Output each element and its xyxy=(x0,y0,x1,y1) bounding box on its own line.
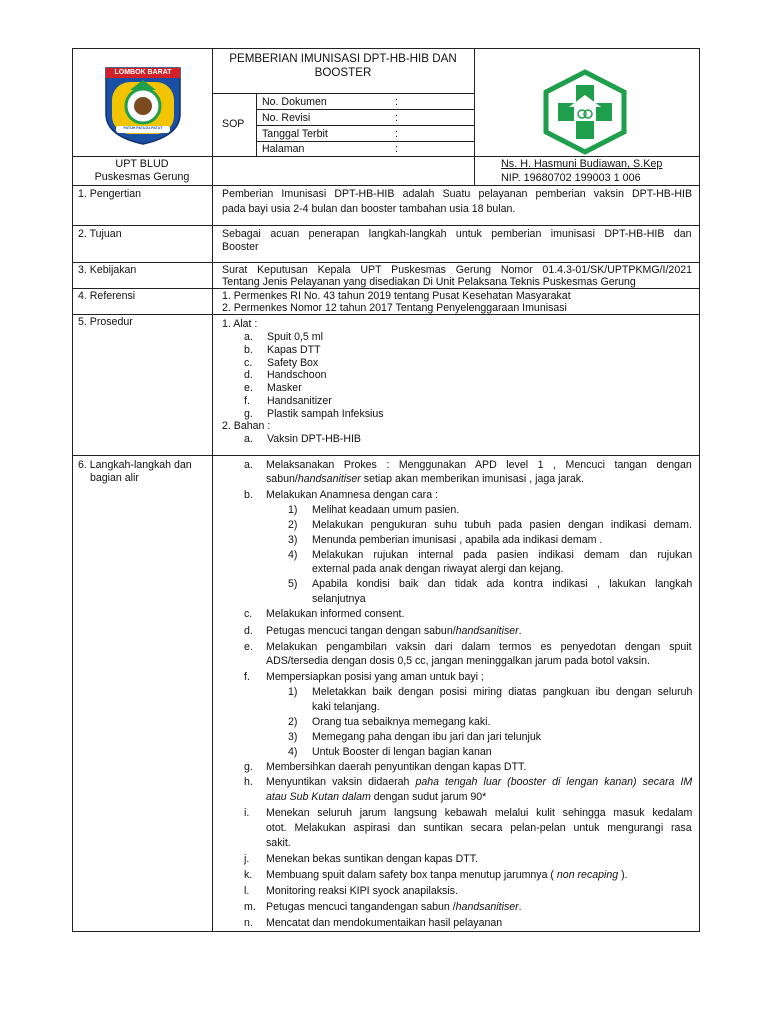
section-label-langkah-line1: 6. Langkah-langkah dan xyxy=(78,459,192,471)
step-b-sub-marker: 4) xyxy=(288,549,298,561)
puskesmas-logo xyxy=(541,69,629,155)
step-e-line2: ADS/tersedia dengan dosis 0,5 cc, jangan meninggalkan jarum pada botol vaksin. xyxy=(266,655,650,667)
section-label-tujuan: 2. Tujuan xyxy=(78,228,122,240)
alat-item: Handschoon xyxy=(267,369,327,382)
step-h-pre: Menyuntikan vaksin didaerah xyxy=(266,776,416,788)
step-k-text xyxy=(266,869,628,882)
step-marker: d. xyxy=(244,625,253,637)
step-f-sub-text: Untuk Booster di lengan bagian kanan xyxy=(312,746,492,758)
pengertian-line1: Pemberian Imunisasi DPT-HB-HIB adalah Suatu pelayanan pemberian vaksin DPT-HB-HIB xyxy=(222,188,693,200)
step-b-sub-marker: 2) xyxy=(288,519,298,531)
step-marker: e. xyxy=(244,641,253,653)
revision-label: No. Revisi xyxy=(262,112,311,124)
step-f-sub-text: Memegang paha dengan ibu jari dan jari telunjuk xyxy=(312,731,542,743)
step-marker: n. xyxy=(244,917,253,929)
step-marker: m. xyxy=(244,901,256,913)
step-marker: h. xyxy=(244,776,253,788)
step-f-sub-text: Orang tua sebaiknya memegang kaki. xyxy=(312,716,491,728)
step-b-sub-marker: 3) xyxy=(288,534,298,546)
alat-item: Masker xyxy=(267,382,302,395)
org-name-line2: Puskesmas Gerung xyxy=(94,171,190,183)
section-label-referensi: 4. Referensi xyxy=(78,290,136,302)
issue-date-label: Tanggal Terbit xyxy=(262,128,328,140)
lombok-barat-logo xyxy=(102,66,184,146)
doc-number-sep: : xyxy=(395,96,398,108)
step-marker: b. xyxy=(244,489,253,501)
kebijakan-line2: Tentang Jenis Pelayanan yang disediakan Di Unit Pelaksana Teknis Puskesmas Gerung xyxy=(222,276,636,288)
step-h-italic2: atau Sub Kutan dalam xyxy=(266,791,371,803)
header-bottom-rule xyxy=(72,156,700,157)
step-marker: k. xyxy=(244,869,253,881)
step-b-sub-marker: 5) xyxy=(288,578,298,590)
step-k-post: ). xyxy=(618,869,628,881)
sop-title-line2: BOOSTER xyxy=(314,66,372,79)
alat-item: Spuit 0,5 ml xyxy=(267,331,323,343)
doc-field-rule xyxy=(256,141,474,142)
step-b-sub-text: Apabila kondisi baik dan tidak ada kontra indikasi , lakukan langkah xyxy=(312,578,693,590)
step-a-line1: Melaksanakan Prokes : Menggunakan APD level 1 , Mencuci tangan dengan xyxy=(266,459,692,471)
step-f-sub-marker: 3) xyxy=(288,731,298,743)
step-k-italic: non recaping xyxy=(556,869,619,881)
step-m-italic: handsanitiser xyxy=(455,901,519,913)
step-b-title: Melakukan Anamnesa dengan cara : xyxy=(266,489,438,501)
referensi-line1: 1. Permenkes RI No. 43 tahun 2019 tentang Pusat Kesehatan Masyarakat xyxy=(222,290,571,302)
step-d-post: . xyxy=(518,625,522,637)
step-h-post: dengan sudut jarum 90* xyxy=(370,791,487,803)
step-b-sub-marker: 1) xyxy=(288,504,298,516)
step-a-line2 xyxy=(266,473,584,486)
step-f-sub-marker: 1) xyxy=(288,686,298,698)
step-g-text: Membersihkan daerah penyuntikan dengan kapas DTT. xyxy=(266,761,527,773)
referensi-line2: 2. Permenkes Nomor 12 tahun 2017 Tentang Penyelenggaraan Imunisasi xyxy=(222,302,567,314)
bahan-title: 2. Bahan : xyxy=(222,420,271,432)
step-d-italic: handsanitiser xyxy=(455,625,519,637)
step-i-line2: otot. Melakukan aspirasi dan suntikan secara pelan-pelan untuk mengurangi rasa xyxy=(266,822,692,834)
alat-marker: b. xyxy=(244,343,253,356)
alat-item: Plastik sampah Infeksius xyxy=(267,407,384,420)
step-h-italic: paha tengah luar (booster di lengan kanan) secara IM xyxy=(415,776,693,788)
step-marker: c. xyxy=(244,608,253,620)
section-rule xyxy=(72,455,700,456)
title-bottom-rule xyxy=(212,93,474,94)
step-marker: j. xyxy=(244,853,250,865)
section-label-pengertian: 1. Pengertian xyxy=(78,188,142,200)
step-d-text xyxy=(266,625,522,638)
step-f-sub-marker: 2) xyxy=(288,716,298,728)
alat-marker: f. xyxy=(244,395,250,407)
step-h-line1 xyxy=(266,776,692,789)
step-i-line1: Menekan seluruh jarum langsung kebawah melalui kulit sehingga masuk kedalam xyxy=(266,807,693,819)
step-marker: g. xyxy=(244,761,253,773)
step-b-sub-text-cont: selanjutnya xyxy=(312,593,366,605)
step-j-text: Menekan bekas suntikan dengan kapas DTT. xyxy=(266,853,479,865)
step-l-text: Monitoring reaksi KIPI syock anapilaksis. xyxy=(266,885,458,897)
step-f-sub-text-cont: kaki telanjang. xyxy=(312,701,380,713)
step-a-italic: handsanitiser xyxy=(297,473,361,485)
alat-title: 1. Alat : xyxy=(222,318,258,330)
section-label-kebijakan: 3. Kebijakan xyxy=(78,264,137,276)
step-k-pre: Membuang spuit dalam safety box tanpa menutup jarumnya ( xyxy=(266,869,557,881)
step-b-sub-text: Menunda pemberian imunisasi , apabila ada indikasi demam . xyxy=(312,534,603,546)
header-divider-right xyxy=(474,48,475,185)
step-f-sub-text: Meletakkan baik dengan posisi miring diatas pangkuan ibu dengan seluruh xyxy=(312,686,693,698)
alat-marker: d. xyxy=(244,369,253,382)
step-m-pre: Petugas mencuci tangandengan sabun / xyxy=(266,901,456,913)
kebijakan-line1: Surat Keputusan Kepala UPT Puskesmas Gerung Nomor 01.4.3-01/SK/UPTPKMG/I/2021 xyxy=(222,264,693,276)
step-b-sub-text-cont: external pada anak dengan riwayat alergi dan kejang. xyxy=(312,563,564,575)
step-a-text-end: setiap akan memberikan imunisasi , jaga jarak. xyxy=(360,473,584,485)
step-d-pre: Petugas mencuci tangan dengan sabun/ xyxy=(266,625,456,637)
sop-label: SOP xyxy=(222,118,245,130)
alat-marker: c. xyxy=(244,356,253,369)
page-label: Halaman xyxy=(262,143,305,155)
alat-marker: a. xyxy=(244,331,253,343)
label-column-divider xyxy=(212,185,213,932)
pengertian-line2: pada bayi usia 2-4 bulan dan booster tambahan usia 18 bulan. xyxy=(222,203,516,215)
step-b-sub-text: Melihat keadaan umum pasien. xyxy=(312,504,460,516)
alat-item: Kapas DTT xyxy=(267,343,321,356)
logo-banner-text: LOMBOK BARAT xyxy=(114,69,172,76)
alat-item: Handsanitizer xyxy=(267,395,332,407)
sop-title-line1: PEMBERIAN IMUNISASI DPT-HB-HIB DAN xyxy=(229,52,457,65)
step-f-title: Mempersiapkan posisi yang aman untuk bayi ; xyxy=(266,671,484,683)
alat-item: Safety Box xyxy=(267,356,319,369)
org-name-line1: UPT BLUD xyxy=(115,158,169,170)
alat-marker: g. xyxy=(244,407,253,420)
signer-nip: NIP. 19680702 199003 1 006 xyxy=(501,172,641,184)
step-f-sub-marker: 4) xyxy=(288,746,298,758)
step-marker: l. xyxy=(244,885,250,897)
doc-number-label: No. Dokumen xyxy=(262,96,327,108)
step-e-line1: Melakukan pengambilan vaksin dari dalam termos es penyedotan dengan spuit xyxy=(266,641,692,653)
step-marker: f. xyxy=(244,671,250,683)
step-m-text xyxy=(266,901,522,914)
section-rule xyxy=(72,185,700,186)
bahan-marker: a. xyxy=(244,433,253,445)
step-b-sub-text: Melakukan rujukan internal pada pasien indikasi demam dan rujukan xyxy=(312,549,693,561)
section-label-langkah-line2: bagian alir xyxy=(90,472,139,484)
step-b-sub-text: Melakukan pengukuran suhu tubuh pada pasien dengan indikasi demam. xyxy=(312,519,692,531)
revision-sep: : xyxy=(395,112,398,124)
section-rule xyxy=(72,262,700,263)
logo-motto-text: PATUH PATUJU PATUT xyxy=(123,126,163,130)
doc-field-rule xyxy=(256,125,474,126)
step-n-text: Mencatat dan mendokumentaikan hasil pelayanan xyxy=(266,917,503,929)
step-marker: a. xyxy=(244,459,253,471)
bahan-item: Vaksin DPT-HB-HIB xyxy=(267,433,361,445)
step-a-text: sabun/ xyxy=(266,473,298,485)
step-marker: i. xyxy=(244,807,250,819)
signer-name: Ns. H. Hasmuni Budiawan, S.Kep xyxy=(501,158,663,170)
tujuan-line1: Sebagai acuan penerapan langkah-langkah untuk pemberian imunisasi DPT-HB-HIB dan xyxy=(222,228,692,240)
alat-marker: e. xyxy=(244,382,253,395)
page-sep: : xyxy=(395,143,398,155)
step-c-text: Melakukan informed consent. xyxy=(266,608,405,620)
tujuan-line2: Booster xyxy=(222,241,259,253)
section-rule xyxy=(72,225,700,226)
step-h-line2 xyxy=(266,791,486,804)
section-label-prosedur: 5. Prosedur xyxy=(78,316,133,328)
doc-field-rule xyxy=(256,109,474,110)
issue-date-sep: : xyxy=(395,128,398,140)
step-i-line3: sakit. xyxy=(266,837,291,849)
step-m-post: . xyxy=(518,901,522,913)
